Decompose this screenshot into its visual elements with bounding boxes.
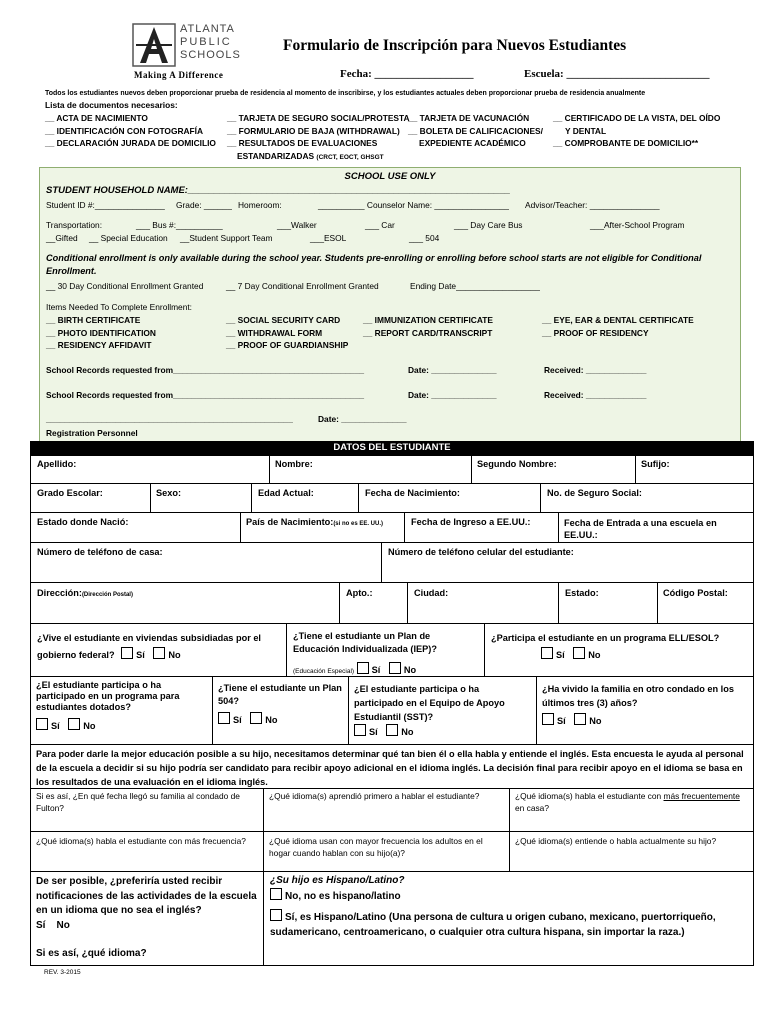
records-requested-1[interactable]: School Records requested from_________________________________________	[46, 365, 365, 375]
q-504-si-checkbox[interactable]	[218, 712, 230, 724]
doc-col3	[408, 112, 543, 150]
q-sst-text: ¿El estudiante participa o ha participado en el Equipo de Apoyo Estudiantil (SST)?	[354, 684, 505, 722]
q-esol	[491, 630, 751, 664]
si-label: Sí	[369, 727, 378, 737]
q-fecha-fulton[interactable]: Si es así, ¿En qué fecha llegó su familia al condado de Fulton?	[36, 791, 240, 813]
row-questions-b	[30, 676, 754, 745]
items-col1	[46, 314, 156, 352]
si-label: Sí	[371, 665, 381, 675]
q-notificaciones-si-no[interactable]: Sí No	[36, 919, 70, 931]
advisor-teacher[interactable]: Advisor/Teacher: _______________	[525, 200, 660, 210]
item-option[interactable]: __ EYE, EAR & DENTAL CERTIFICATE	[542, 315, 694, 325]
registration-signature-line[interactable]: _____________________________________________________	[46, 414, 293, 424]
direccion-small: (Dirección Postal)	[81, 592, 133, 598]
pais-nacimiento-field[interactable]	[246, 517, 383, 527]
doc-item: __ CERTIFICADO DE LA VISTA, DEL OÍDO	[553, 113, 721, 123]
q-idioma-casa-a: ¿Qué idioma(s) habla el estudiante con	[515, 791, 664, 801]
ciudad-field[interactable]: Ciudad:	[414, 588, 449, 598]
doc-item: __ TARJETA DE SEGURO SOCIAL/PROTESTA	[227, 113, 410, 123]
tel-casa-field[interactable]: Número de teléfono de casa:	[37, 547, 163, 557]
esol-option[interactable]: ___ESOL	[310, 233, 347, 243]
no-label: No	[588, 650, 601, 660]
doc-item: __ FORMULARIO DE BAJA (WITHDRAWAL)	[227, 125, 400, 136]
q-idioma-adultos[interactable]: ¿Qué idioma usan con mayor frecuencia los adultos en el hogar cuando hablan con su hijo(a)?	[269, 836, 483, 858]
fecha-nacimiento-field[interactable]: Fecha de Nacimiento:	[365, 488, 460, 498]
row-birthplace	[30, 512, 754, 543]
item-option[interactable]: __ SOCIAL SECURITY CARD	[226, 315, 341, 325]
q-iep-si-checkbox[interactable]	[357, 662, 369, 674]
conditional-note: Conditional enrollment is only available during the school year. Students pre-enrolling or enrolling before school starts are not eligible for Conditional Enrollment.	[46, 253, 702, 276]
item-option[interactable]: __ RESIDENCY AFFIDAVIT	[46, 340, 152, 351]
item-option[interactable]: __ IMMUNIZATION CERTIFICATE	[363, 315, 493, 325]
item-option[interactable]: __ PHOTO IDENTIFICATION	[46, 327, 156, 338]
cond-7-day[interactable]: __ 7 Day Conditional Enrollment Granted	[226, 281, 379, 291]
q-iep-no-checkbox[interactable]	[389, 662, 401, 674]
q-primer-idioma[interactable]: ¿Qué idioma(s) aprendió primero a hablar el estudiante?	[269, 791, 480, 801]
doc-item-small: (CRCT, EOCT, GHSGT	[316, 153, 384, 161]
q-idioma-frecuencia[interactable]: ¿Qué idioma(s) habla el estudiante con más frecuencia?	[36, 836, 246, 846]
walker-option[interactable]: ___Walker	[277, 220, 317, 230]
records-date-2[interactable]: Date: ______________	[408, 390, 497, 400]
gifted-option[interactable]: __Gifted	[46, 233, 78, 243]
car-option[interactable]: ___ Car	[365, 220, 395, 230]
row-grade	[30, 483, 754, 513]
doc-item: __ DECLARACIÓN JURADA DE DOMICILIO	[45, 138, 216, 148]
apto-field[interactable]: Apto.:	[346, 588, 373, 598]
q-idioma-casa-b: más frecuentemente	[663, 791, 740, 801]
q-dotados-no-checkbox[interactable]	[68, 718, 80, 730]
student-id[interactable]: Student ID #:_______________	[46, 200, 165, 210]
sufijo-field[interactable]: Sufijo:	[641, 459, 670, 469]
q-dotados	[36, 680, 208, 732]
registration-date[interactable]: Date: ______________	[318, 414, 407, 424]
q-notificaciones-text: De ser posible, ¿preferiría usted recibir notificaciones de las actividades de la escuela en un idioma que no sea el inglés?	[36, 876, 257, 916]
q-esol-si-checkbox[interactable]	[541, 647, 553, 659]
si-label: Sí	[557, 716, 566, 726]
doc-list-title: Lista de documentos necesarios:	[45, 100, 178, 110]
daycare-bus-option[interactable]: ___ Day Care Bus	[454, 220, 523, 230]
revision-label: REV. 3-2015	[44, 969, 81, 976]
logo-line1: ATLANTA	[180, 23, 235, 35]
pais-label: País de Nacimiento:	[246, 517, 334, 527]
q-notificaciones-cual[interactable]: Si es así, ¿qué idioma?	[36, 948, 147, 959]
504-option[interactable]: ___ 504	[409, 233, 440, 243]
doc-item: __ COMPROBANTE DE DOMICILIO**	[553, 138, 699, 148]
segundo-nombre-field[interactable]: Segundo Nombre:	[477, 459, 557, 469]
estado-nacio-field[interactable]: Estado donde Nació:	[37, 517, 129, 527]
apellido-field[interactable]: Apellido:	[37, 459, 77, 469]
bus-option[interactable]: ___ Bus #:__________	[136, 220, 223, 230]
logo-line3: SCHOOLS	[180, 49, 241, 61]
q-vivienda-text: ¿Vive el estudiante en viviendas subsidiadas por el gobierno federal?	[37, 633, 261, 660]
q-hispano-text: ¿Su hijo es Hispano/Latino?	[270, 875, 405, 886]
tel-celular-field[interactable]: Número de teléfono celular del estudiante:	[388, 547, 574, 557]
school-use-title: SCHOOL USE ONLY	[344, 171, 436, 182]
fecha-entrada-field[interactable]: Fecha de Entrada a una escuela en EE.UU.:	[564, 518, 717, 540]
grado-field[interactable]: Grado Escolar:	[37, 488, 103, 498]
row-phones	[30, 542, 754, 583]
school-use-only-box	[39, 167, 741, 442]
pais-small: (si no es EE. UU.)	[333, 521, 383, 527]
q-condado-text: ¿Ha vivido la familia en otro condado en los últimos tres (3) años?	[542, 684, 734, 708]
q-hispano-si-label: Sí, es Hispano/Latino (Una persona de cultura u origen cubano, mexicano, puertorriqueño, sudamericano, centroamericano, o cualquier otra cultura hispana, sin importar la raza.)	[270, 912, 716, 938]
registration-personnel-label: Registration Personnel	[46, 428, 138, 438]
q-vivienda-no-checkbox[interactable]	[153, 647, 165, 659]
item-option[interactable]: __ REPORT CARD/TRANSCRIPT	[363, 327, 493, 338]
no-label: No	[403, 665, 417, 675]
item-option[interactable]: __ PROOF OF GUARDIANSHIP	[226, 340, 349, 351]
ssn-field[interactable]: No. de Seguro Social:	[547, 488, 642, 498]
row-language-1	[30, 788, 754, 832]
counselor-name[interactable]: __________ Counselor Name: ________________	[318, 200, 509, 210]
si-label: Sí	[136, 650, 145, 660]
ending-date[interactable]: Ending Date__________________	[410, 281, 540, 291]
records-requested-2[interactable]: School Records requested from_________________________________________	[46, 390, 365, 400]
q-504	[218, 682, 344, 727]
escuela-field[interactable]: Escuela: __________________________	[524, 68, 710, 80]
doc-item: ESTANDARIZADAS	[237, 150, 315, 161]
edad-field[interactable]: Edad Actual:	[258, 488, 314, 498]
q-vivienda-si-checkbox[interactable]	[121, 647, 133, 659]
direccion-field[interactable]	[37, 588, 133, 598]
doc-item: __ RESULTADOS DE EVALUACIONES	[227, 138, 378, 148]
records-date-1[interactable]: Date: ______________	[408, 365, 497, 375]
datos-del-estudiante-header: DATOS DEL ESTUDIANTE	[30, 441, 754, 455]
q-idioma-casa[interactable]	[515, 791, 747, 814]
doc-col4	[553, 112, 720, 150]
doc-col2	[227, 112, 410, 164]
no-label: No	[83, 721, 96, 731]
q-hispano-no-checkbox[interactable]	[270, 888, 282, 900]
q-hispano-si-checkbox[interactable]	[270, 909, 282, 921]
codigo-postal-field[interactable]: Código Postal:	[663, 588, 728, 598]
q-esol-text: ¿Participa el estudiante en un programa ELL/ESOL?	[491, 633, 720, 643]
transportation-label: Transportation:	[46, 220, 103, 230]
q-504-text: ¿Tiene el estudiante un Plan 504?	[218, 683, 342, 706]
q-condado-no-checkbox[interactable]	[574, 713, 586, 725]
no-label: No	[589, 716, 602, 726]
q-iep	[293, 630, 479, 678]
si-label: Sí	[556, 650, 565, 660]
no-label: No	[401, 727, 414, 737]
sexo-field[interactable]: Sexo:	[156, 488, 182, 498]
row-language-2	[30, 831, 754, 872]
item-option[interactable]: __ WITHDRAWAL FORM	[226, 327, 323, 338]
q-vivienda	[37, 630, 282, 664]
row-language-3	[30, 871, 754, 966]
estado-field[interactable]: Estado:	[565, 588, 599, 598]
logo-tagline: Making A Difference	[134, 70, 224, 80]
item-option[interactable]: __ BIRTH CERTIFICATE	[46, 315, 141, 325]
q-hispano	[270, 873, 750, 940]
homeroom[interactable]: Homeroom:	[238, 200, 282, 210]
aps-logo-mark	[132, 23, 176, 67]
records-received-1[interactable]: Received: _____________	[544, 365, 647, 375]
special-ed-option[interactable]: __ Special Education	[89, 233, 168, 243]
nombre-field[interactable]: Nombre:	[275, 459, 313, 469]
aps-logo	[132, 23, 248, 81]
q-condado-si-checkbox[interactable]	[542, 713, 554, 725]
si-label: Sí	[51, 721, 60, 731]
row-questions-a	[30, 623, 754, 677]
row-names	[30, 455, 754, 484]
cond-30-day[interactable]: __ 30 Day Conditional Enrollment Granted	[46, 281, 204, 291]
q-iep-small: (Educación Especial)	[293, 668, 355, 675]
records-received-2[interactable]: Received: _____________	[544, 390, 647, 400]
q-504-no-checkbox[interactable]	[250, 712, 262, 724]
q-hispano-no-label: No, no es hispano/latino	[285, 891, 401, 902]
sst-option[interactable]: __Student Support Team	[180, 233, 273, 243]
language-intro-box	[30, 744, 754, 790]
direccion-label: Dirección:	[37, 588, 82, 598]
doc-item: __ ACTA DE NACIMIENTO	[45, 113, 148, 123]
after-school-option[interactable]: ___After-School Program	[590, 220, 685, 230]
items-col2	[226, 314, 348, 352]
residency-notice: Todos los estudiantes nuevos deben proporcionar prueba de residencia al momento de inscribirse, y los estudiantes actuales deben proporcionar prueba de residencia anualmente	[45, 90, 646, 97]
q-iep-text: ¿Tiene el estudiante un Plan de Educación Individualizada (IEP)?	[293, 631, 437, 654]
household-name[interactable]: STUDENT HOUSEHOLD NAME:_____________________________________________________________	[46, 185, 511, 196]
items-col3	[363, 314, 493, 339]
no-label: No	[265, 715, 278, 725]
doc-item: EXPEDIENTE ACADÉMICO	[419, 138, 526, 148]
doc-col1	[45, 112, 216, 150]
language-intro-text: Para poder darle la mejor educación posible a su hijo, necesitamos determinar qué tan bien él o ella habla y entiende el inglés. Esta encuesta le ayuda al personal de la escuela a decidir si su hijo podría ser candidato para recibir apoyo adicional en el idioma inglés. La decisión final para recibir apoyo en el idioma se basa en los resultados de una evaluación en el idioma inglés.	[36, 749, 744, 787]
si-label: Sí	[233, 715, 242, 725]
doc-item: Y DENTAL	[565, 125, 607, 136]
fecha-ingreso-field[interactable]: Fecha de Ingreso a EE.UU.:	[411, 517, 531, 527]
q-esol-no-checkbox[interactable]	[573, 647, 585, 659]
doc-item: __ IDENTIFICACIÓN CON FOTOGRAFÍA	[45, 125, 204, 136]
item-option[interactable]: __ PROOF OF RESIDENCY	[542, 327, 649, 338]
items-col4	[542, 314, 694, 339]
form-title: Formulario de Inscripción para Nuevos Estudiantes	[283, 37, 627, 54]
q-sst-no-checkbox[interactable]	[386, 724, 398, 736]
doc-item: __ BOLETA DE CALIFICACIONES/	[408, 125, 543, 136]
fecha-field[interactable]: Fecha: __________________	[340, 68, 474, 80]
row-address	[30, 582, 754, 624]
q-sst	[354, 682, 530, 739]
q-condado	[542, 682, 750, 728]
q-sst-si-checkbox[interactable]	[354, 724, 366, 736]
q-dotados-si-checkbox[interactable]	[36, 718, 48, 730]
q-idioma-entiende[interactable]: ¿Qué idioma(s) entiende o habla actualmente su hijo?	[515, 836, 717, 846]
doc-item: __ TARJETA DE VACUNACIÓN	[408, 113, 530, 123]
q-idioma-casa-c: en casa?	[515, 802, 549, 813]
q-dotados-text: ¿El estudiante participa o ha participado en un programa para estudiantes dotados?	[36, 680, 180, 712]
no-label: No	[168, 650, 181, 660]
grade[interactable]: Grade: ______	[176, 200, 232, 210]
q-notificaciones	[36, 875, 258, 962]
items-title: Items Needed To Complete Enrollment:	[46, 302, 193, 312]
logo-line2: PUBLIC	[180, 36, 232, 48]
